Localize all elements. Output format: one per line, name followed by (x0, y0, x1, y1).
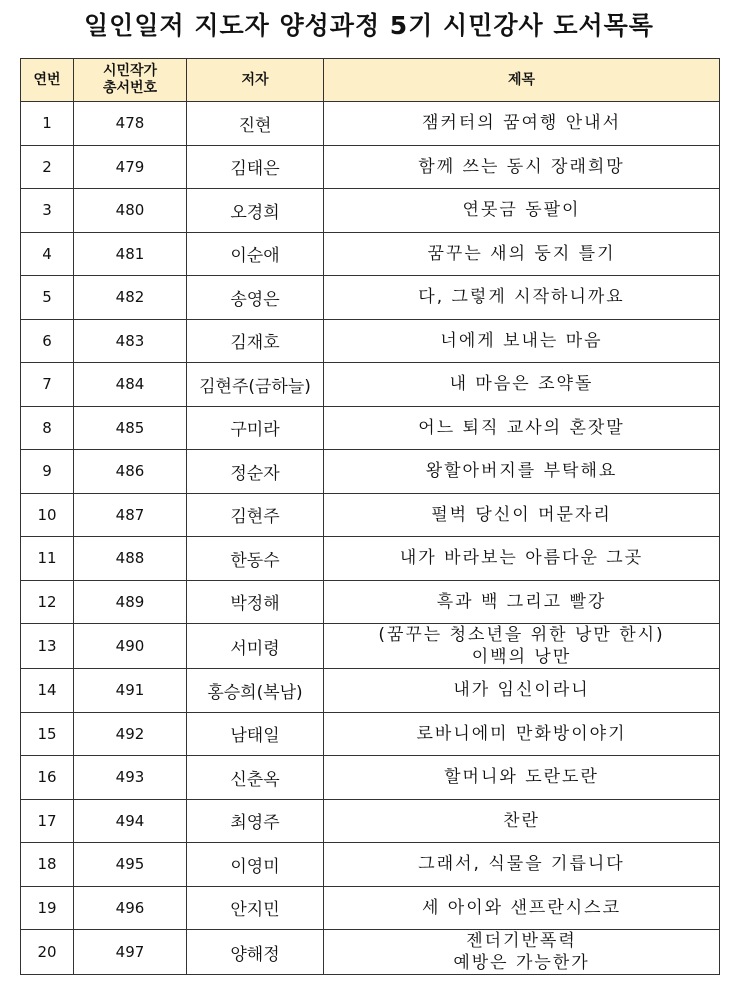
row-number-cell: 15 (21, 712, 74, 756)
table-row (21, 712, 720, 756)
row-number-cell: 11 (21, 537, 74, 581)
row-number-cell: 13 (21, 624, 74, 669)
series-number-cell: 489 (74, 580, 187, 624)
table-row (21, 756, 720, 800)
book-title-cell (324, 319, 720, 363)
series-number-cell: 487 (74, 493, 187, 537)
book-title-line: 함께 쓰는 동시 장래희망 (418, 156, 625, 177)
row-number-cell: 4 (21, 232, 74, 276)
series-number-cell: 481 (74, 232, 187, 276)
book-title-line: 다, 그렇게 시작하니까요 (418, 287, 625, 308)
series-number-cell: 478 (74, 102, 187, 146)
series-number-cell: 479 (74, 145, 187, 189)
row-number-cell: 16 (21, 756, 74, 800)
series-number-cell: 490 (74, 624, 187, 669)
book-title-cell (324, 756, 720, 800)
header-series-line2: 총서번호 (102, 80, 158, 96)
series-number-cell: 486 (74, 450, 187, 494)
table-row (21, 406, 720, 450)
row-number-cell: 14 (21, 669, 74, 713)
author-cell: 한동수 (187, 537, 324, 581)
series-number-cell: 495 (74, 843, 187, 887)
book-title-line: 꿈꾸는 새의 둥지 틀기 (427, 243, 616, 264)
header-series-line1: 시민작가 (102, 63, 158, 79)
row-number-cell: 17 (21, 799, 74, 843)
book-title-cell (324, 799, 720, 843)
row-number-cell: 8 (21, 406, 74, 450)
author-cell: 김태은 (187, 145, 324, 189)
author-cell: 박정해 (187, 580, 324, 624)
book-title-line: 내가 바라보는 아름다운 그곳 (399, 548, 644, 569)
author-cell: 홍승희(복남) (187, 669, 324, 713)
author-cell: 남태일 (187, 712, 324, 756)
table-row (21, 843, 720, 887)
author-cell: 이순애 (187, 232, 324, 276)
author-cell: 이영미 (187, 843, 324, 887)
table-row (21, 930, 720, 975)
table-row (21, 276, 720, 320)
table-body (21, 102, 720, 975)
table-row (21, 886, 720, 930)
table-row (21, 363, 720, 407)
book-title-line: 흑과 백 그리고 빨강 (436, 591, 607, 612)
book-title-line: 그래서, 식물을 기릅니다 (418, 854, 625, 875)
row-number-cell: 1 (21, 102, 74, 146)
page-title: 일인일저 지도자 양성과정 5기 시민강사 도서목록 (84, 11, 654, 40)
table-row (21, 624, 720, 669)
author-cell: 송영은 (187, 276, 324, 320)
series-number-cell: 488 (74, 537, 187, 581)
table-row (21, 319, 720, 363)
table-row (21, 799, 720, 843)
book-title-cell (324, 276, 720, 320)
book-title-line: 어느 퇴직 교사의 혼잣말 (418, 417, 625, 438)
series-number-cell: 484 (74, 363, 187, 407)
row-number-cell: 10 (21, 493, 74, 537)
table-header-row (21, 59, 720, 102)
book-title-cell (324, 145, 720, 189)
author-cell: 안지민 (187, 886, 324, 930)
book-title-cell (324, 232, 720, 276)
table-row (21, 493, 720, 537)
author-cell: 김재호 (187, 319, 324, 363)
header-author: 저자 (187, 59, 324, 102)
book-title-cell (324, 363, 720, 407)
row-number-cell: 5 (21, 276, 74, 320)
row-number-cell: 6 (21, 319, 74, 363)
author-cell: 서미령 (187, 624, 324, 669)
table-row (21, 232, 720, 276)
author-cell: 신춘옥 (187, 756, 324, 800)
book-title-cell (324, 624, 720, 669)
book-title-line: 연못금 동팔이 (462, 200, 581, 221)
table-row (21, 537, 720, 581)
row-number-cell: 2 (21, 145, 74, 189)
book-title-line: 왕할아버지를 부탁해요 (425, 461, 618, 482)
book-title-line: 세 아이와 샌프란시스코 (421, 897, 622, 918)
series-number-cell: 480 (74, 189, 187, 233)
author-cell: 김현주 (187, 493, 324, 537)
book-list-table (20, 58, 720, 975)
series-number-cell: 491 (74, 669, 187, 713)
row-number-cell: 7 (21, 363, 74, 407)
author-cell: 구미라 (187, 406, 324, 450)
table-row (21, 580, 720, 624)
table-row (21, 102, 720, 146)
book-title-line: 젠더기반폭력 (466, 931, 577, 951)
table-row (21, 145, 720, 189)
series-number-cell: 492 (74, 712, 187, 756)
book-title-line: (꿈꾸는 청소년을 위한 낭만 한시) (378, 625, 665, 645)
series-number-cell: 496 (74, 886, 187, 930)
row-number-cell: 20 (21, 930, 74, 975)
table-row (21, 189, 720, 233)
book-title-cell (324, 102, 720, 146)
table-row (21, 450, 720, 494)
author-cell: 최영주 (187, 799, 324, 843)
series-number-cell: 494 (74, 799, 187, 843)
book-title-line: 예방은 가능한가 (453, 953, 590, 973)
book-title-line: 할머니와 도란도란 (444, 767, 599, 788)
book-title-cell (324, 712, 720, 756)
book-title-cell (324, 886, 720, 930)
author-cell: 진현 (187, 102, 324, 146)
book-title-line: 로바니에미 만화방이야기 (416, 723, 627, 744)
book-title-cell (324, 930, 720, 975)
author-cell: 오경희 (187, 189, 324, 233)
author-cell: 김현주(금하늘) (187, 363, 324, 407)
row-number-cell: 18 (21, 843, 74, 887)
book-title-cell (324, 537, 720, 581)
header-series-number (74, 59, 187, 102)
header-book-title: 제목 (324, 59, 720, 102)
book-title-cell (324, 843, 720, 887)
book-title-cell (324, 669, 720, 713)
book-title-line: 이백의 낭만 (471, 647, 572, 667)
book-title-line: 내가 임신이라니 (453, 680, 590, 701)
table-row (21, 669, 720, 713)
series-number-cell: 482 (74, 276, 187, 320)
row-number-cell: 9 (21, 450, 74, 494)
series-number-cell: 483 (74, 319, 187, 363)
book-title-cell (324, 493, 720, 537)
row-number-cell: 12 (21, 580, 74, 624)
series-number-cell: 485 (74, 406, 187, 450)
book-title-line: 너에게 보내는 마음 (440, 330, 603, 351)
book-title-cell (324, 450, 720, 494)
author-cell: 정순자 (187, 450, 324, 494)
author-cell: 양해정 (187, 930, 324, 975)
book-title-cell (324, 189, 720, 233)
header-no: 연번 (21, 59, 74, 102)
book-title-cell (324, 580, 720, 624)
book-title-cell (324, 406, 720, 450)
series-number-cell: 497 (74, 930, 187, 975)
book-title-line: 내 마음은 조약돌 (449, 374, 594, 395)
row-number-cell: 19 (21, 886, 74, 930)
book-title-line: 펄벅 당신이 머문자리 (431, 504, 612, 525)
row-number-cell: 3 (21, 189, 74, 233)
book-title-line: 잼커터의 꿈여행 안내서 (421, 113, 622, 134)
series-number-cell: 493 (74, 756, 187, 800)
book-title-line: 찬란 (503, 810, 540, 831)
